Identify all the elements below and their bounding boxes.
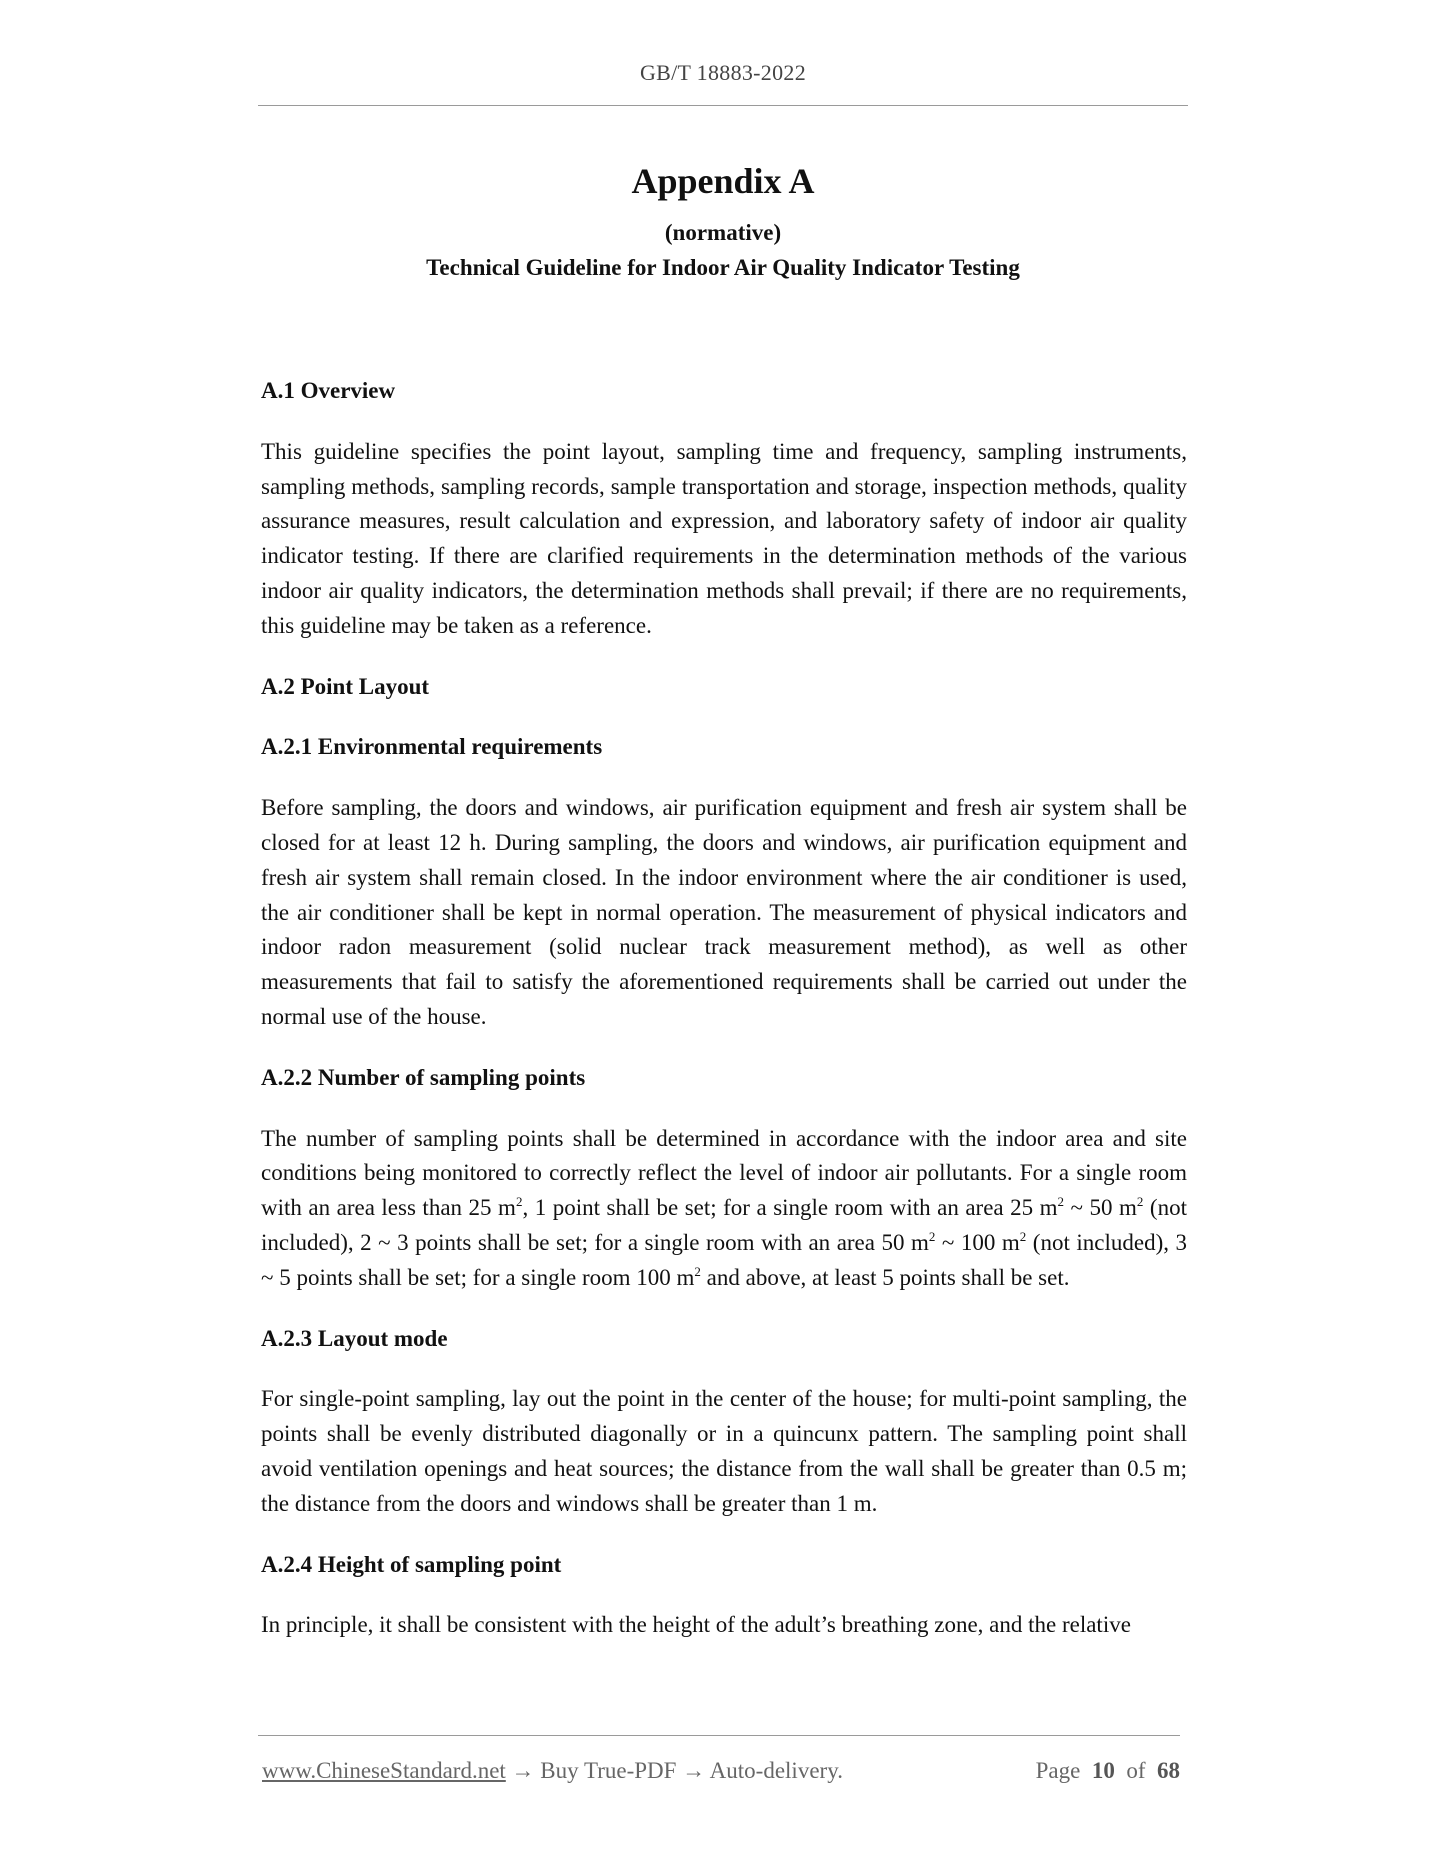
document-header-code: GB/T 18883-2022: [639, 60, 807, 85]
document-body: [261, 374, 1187, 1643]
current-page: 10: [1091, 1758, 1115, 1783]
auto-delivery-text: Auto-delivery.: [709, 1758, 843, 1783]
section-text-a1: This guideline specifies the point layout, sampling time and frequency, sampling instruments, sampling methods, sampling records, sample transportation and storage, inspection methods, quality assurance measures, result calculation and expression, and laboratory safety of indoor air quality indicator testing. If there are clarified requirements in the determination methods of the various indoor air quality indicators, the determination methods shall prevail; if there are no requirements, this guideline may be taken as a reference.: [261, 438, 1187, 638]
arrow-icon: →: [676, 1758, 710, 1783]
total-pages: 68: [1157, 1758, 1180, 1783]
section-heading-a23: A.2.3 Layout mode: [261, 1325, 448, 1351]
section-text-a22: The number of sampling points shall be determined in accordance with the indoor area and site conditions being monitored to correctly reflect the level of indoor air pollutants. For a single room with an area less than 25 $m^2$, 1 point shall be set; for a single room with an area 25 $m^2$ ~ 50 $m^2$ (not included), 2 ~ 3 points shall be set; for a single room with an area 50 $m^2$ ~ 100 $m^2$ (not included), 3 ~ 5 points shall be set; for a single room 100 $m^2$ and above, at least 5 points shall be set.: [261, 1125, 1187, 1290]
section-text-a23: For single-point sampling, lay out the point in the center of the house; for multi-point sampling, the points shall be evenly distributed diagonally or in a quincunx pattern. The sampling point shall avoid ventilation openings and heat sources; the distance from the wall shall be greater than 0.5 m; the distance from the doors and windows shall be greater than 1 m.: [261, 1386, 1187, 1516]
buy-pdf-text: Buy True-PDF: [540, 1758, 677, 1783]
section-heading-a2: A.2 Point Layout: [261, 673, 430, 699]
header-divider: [258, 105, 1188, 106]
arrow-icon: →: [505, 1758, 541, 1783]
section-heading-a22: A.2.2 Number of sampling points: [261, 1064, 586, 1090]
appendix-type: (normative): [664, 220, 782, 245]
footer-promo: [262, 1758, 843, 1784]
section-text-a21: Before sampling, the doors and windows, air purification equipment and fresh air system shall be closed for at least 12 h. During sampling, the doors and windows, air purification equipment and fresh air system shall remain closed. In the indoor environment where the air conditioner is used, the air conditioner shall be kept in normal operation. The measurement of physical indicators and indoor radon measurement (solid nuclear track measurement method), as well as other measurements that fail to satisfy the aforementioned requirements shall be carried out under the normal use of the house.: [261, 795, 1187, 1029]
page-number: Page 10 of 68: [1035, 1758, 1180, 1783]
section-heading-a21: A.2.1 Environmental requirements: [261, 734, 603, 760]
appendix-subtitle: Technical Guideline for Indoor Air Quality Indicator Testing: [426, 255, 1020, 280]
appendix-title: Appendix A: [631, 161, 815, 201]
section-text-a24: In principle, it shall be consistent with the height of the adult’s breathing zone, and the relative: [261, 1612, 1131, 1638]
section-heading-a1: A.1 Overview: [261, 378, 396, 403]
footer-divider: [258, 1735, 1180, 1736]
section-heading-a24: A.2.4 Height of sampling point: [261, 1551, 562, 1577]
website-link[interactable]: www.ChineseStandard.net: [262, 1758, 506, 1783]
